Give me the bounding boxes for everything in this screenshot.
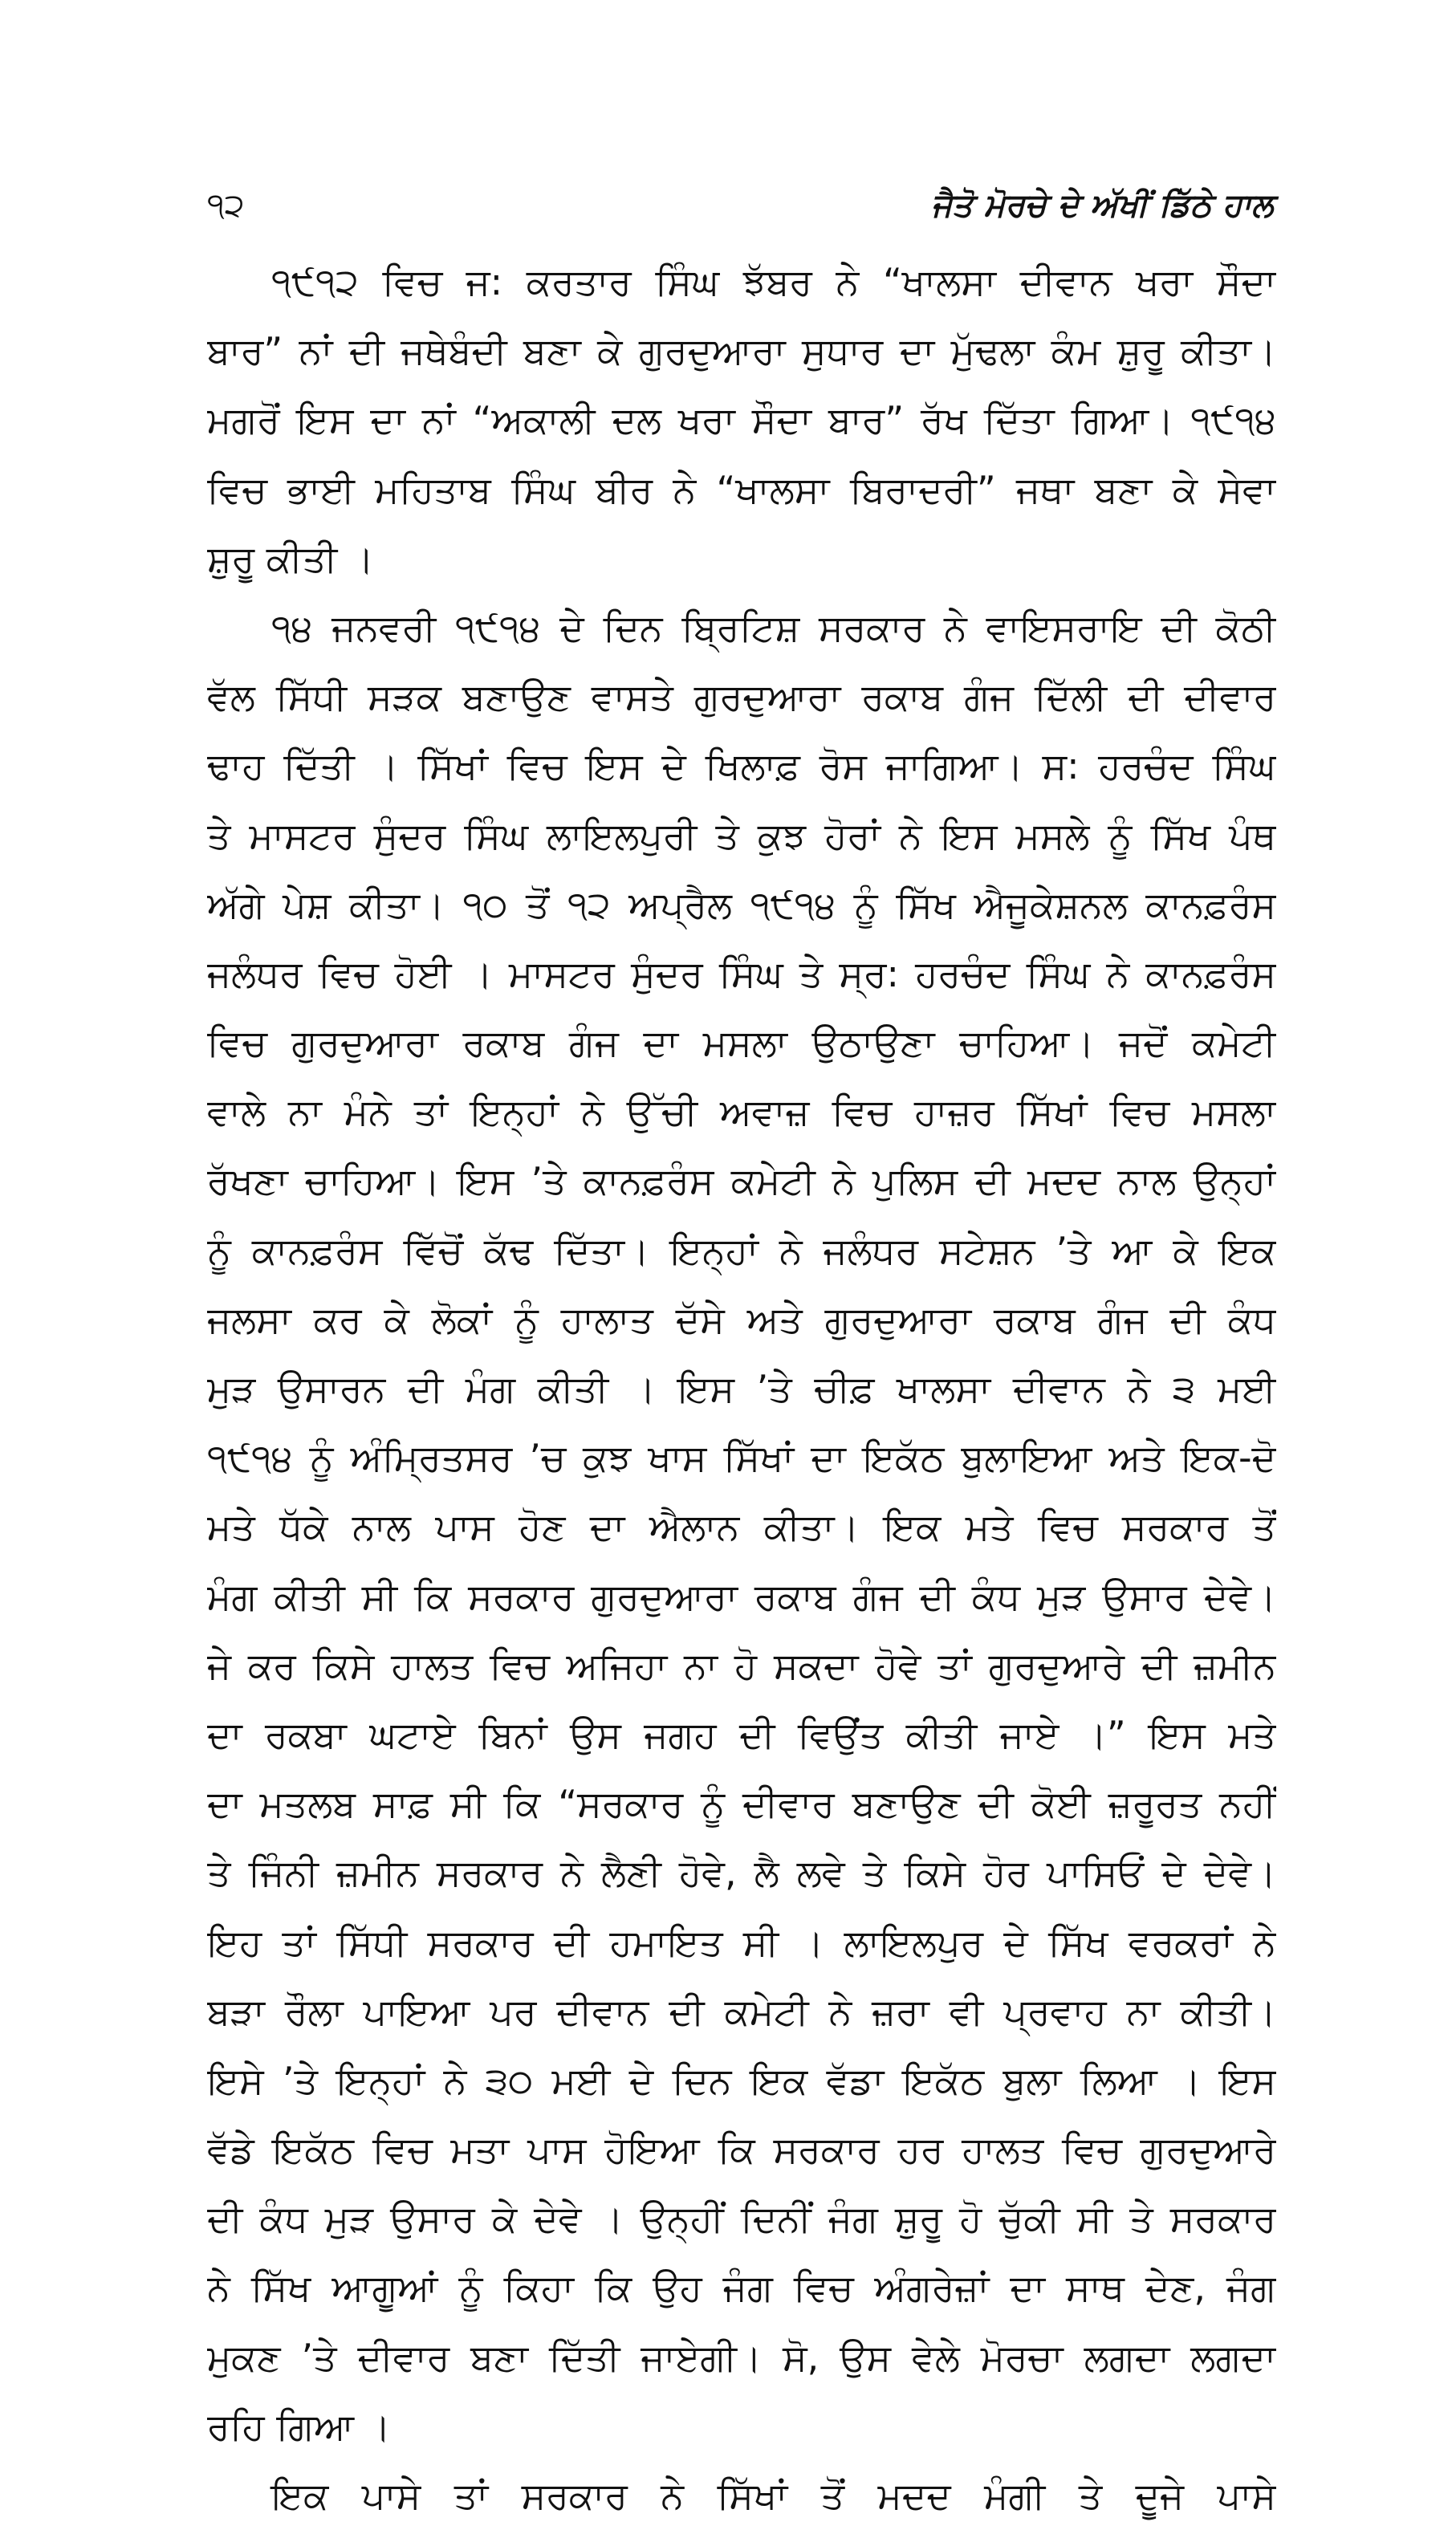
paragraph <box>207 2461 1276 2530</box>
text-line: ੧੯੧੨ ਵਿਚ ਜ: ਕਰਤਾਰ ਸਿੰਘ ਝੱਬਰ ਨੇ “ਖਾਲਸਾ ਦੀਵਾਨ ਖਰਾ ਸੌਦਾ <box>271 260 1276 303</box>
text-line: ਤੇ ਜਿੰਨੀ ਜ਼ਮੀਨ ਸਰਕਾਰ ਨੇ ਲੈਣੀ ਹੋਵੇ, ਲੈ ਲਵੇ ਤੇ ਕਿਸੇ ਹੋਰ ਪਾਸਿਓਂ ਦੇ ਦੇਵੇ। <box>207 1851 1276 1895</box>
text-line: ਦਾ ਮਤਲਬ ਸਾਫ਼ ਸੀ ਕਿ “ਸਰਕਾਰ ਨੂੰ ਦੀਵਾਰ ਬਣਾਉਣ ਦੀ ਕੋਈ ਜ਼ਰੂਰਤ ਨਹੀਂ <box>207 1782 1276 1826</box>
text-line: ੧੯੧੪ ਨੂੰ ਅੰਮ੍ਰਿਤਸਰ ’ਚ ਕੁਝ ਖਾਸ ਸਿੱਖਾਂ ਦਾ ਇਕੱਠ ਬੁਲਾਇਆ ਅਤੇ ਇਕ-ਦੋ <box>207 1436 1276 1480</box>
text-line: ਵਾਲੇ ਨਾ ਮੰਨੇ ਤਾਂ ਇਨ੍ਹਾਂ ਨੇ ਉੱਚੀ ਅਵਾਜ਼ ਵਿਚ ਹਾਜ਼ਰ ਸਿੱਖਾਂ ਵਿਚ ਮਸਲਾ <box>207 1090 1276 1134</box>
running-header: ਜੈਤੋ ਮੋਰਚੇ ਦੇ ਅੱਖੀਂ ਡਿੱਠੇ ਹਾਲ <box>931 187 1273 224</box>
text-line: ਜਲਸਾ ਕਰ ਕੇ ਲੋਕਾਂ ਨੂੰ ਹਾਲਾਤ ਦੱਸੇ ਅਤੇ ਗੁਰਦੁਆਰਾ ਰਕਾਬ ਗੰਜ ਦੀ ਕੰਧ <box>207 1297 1276 1341</box>
text-line: ਮੁੜ ਉਸਾਰਨ ਦੀ ਮੰਗ ਕੀਤੀ । ਇਸ ’ਤੇ ਚੀਫ਼ ਖਾਲਸਾ ਦੀਵਾਨ ਨੇ ੩ ਮਈ <box>207 1367 1276 1410</box>
text-line: ਇਹ ਤਾਂ ਸਿੱਧੀ ਸਰਕਾਰ ਦੀ ਹਮਾਇਤ ਸੀ । ਲਾਇਲਪੁਰ ਦੇ ਸਿੱਖ ਵਰਕਰਾਂ ਨੇ <box>207 1920 1276 1964</box>
text-line: ੧੪ ਜਨਵਰੀ ੧੯੧੪ ਦੇ ਦਿਨ ਬ੍ਰਿਟਿਸ਼ ਸਰਕਾਰ ਨੇ ਵਾਇਸਰਾਇ ਦੀ ਕੋਠੀ <box>271 605 1276 649</box>
text-line: ਨੂੰ ਕਾਨਫ਼ਰੰਸ ਵਿੱਚੋਂ ਕੱਢ ਦਿੱਤਾ। ਇਨ੍ਹਾਂ ਨੇ ਜਲੰਧਰ ਸਟੇਸ਼ਨ ’ਤੇ ਆ ਕੇ ਇਕ <box>207 1228 1276 1272</box>
text-line: ਵੱਡੇ ਇਕੱਠ ਵਿਚ ਮਤਾ ਪਾਸ ਹੋਇਆ ਕਿ ਸਰਕਾਰ ਹਰ ਹਾਲਤ ਵਿਚ ਗੁਰਦੁਆਰੇ <box>207 2128 1276 2172</box>
text-line: ਢਾਹ ਦਿੱਤੀ । ਸਿੱਖਾਂ ਵਿਚ ਇਸ ਦੇ ਖਿਲਾਫ਼ ਰੋਸ ਜਾਗਿਆ। ਸ: ਹਰਚੰਦ ਸਿੰਘ <box>207 744 1276 788</box>
text-line: ਵੱਲ ਸਿੱਧੀ ਸੜਕ ਬਣਾਉਣ ਵਾਸਤੇ ਗੁਰਦੁਆਰਾ ਰਕਾਬ ਗੰਜ ਦਿੱਲੀ ਦੀ ਦੀਵਾਰ <box>207 675 1276 719</box>
text-line: ਵਿਚ ਭਾਈ ਮਹਿਤਾਬ ਸਿੰਘ ਬੀਰ ਨੇ “ਖਾਲਸਾ ਬਿਰਾਦਰੀ” ਜਥਾ ਬਣਾ ਕੇ ਸੇਵਾ <box>207 467 1276 511</box>
text-line: ਤੇ ਮਾਸਟਰ ਸੁੰਦਰ ਸਿੰਘ ਲਾਇਲਪੁਰੀ ਤੇ ਕੁਝ ਹੋਰਾਂ ਨੇ ਇਸ ਮਸਲੇ ਨੂੰ ਸਿੱਖ ਪੰਥ <box>207 813 1276 857</box>
text-line: ਜਲੰਧਰ ਵਿਚ ਹੋਈ । ਮਾਸਟਰ ਸੁੰਦਰ ਸਿੰਘ ਤੇ ਸ੍ਰ: ਹਰਚੰਦ ਸਿੰਘ ਨੇ ਕਾਨਫ਼ਰੰਸ <box>207 951 1276 995</box>
text-line: ਬਾਰ” ਨਾਂ ਦੀ ਜਥੇਬੰਦੀ ਬਣਾ ਕੇ ਗੁਰਦੁਆਰਾ ਸੁਧਾਰ ਦਾ ਮੁੱਢਲਾ ਕੰਮ ਸ਼ੁਰੂ ਕੀਤਾ। <box>207 329 1276 373</box>
paragraph <box>207 593 1276 2461</box>
text-line: ਰੱਖਣਾ ਚਾਹਿਆ। ਇਸ ’ਤੇ ਕਾਨਫ਼ਰੰਸ ਕਮੇਟੀ ਨੇ ਪੁਲਿਸ ਦੀ ਮਦਦ ਨਾਲ ਉਨ੍ਹਾਂ <box>207 1159 1276 1203</box>
text-line: ਮੁਕਣ ’ਤੇ ਦੀਵਾਰ ਬਣਾ ਦਿੱਤੀ ਜਾਏਗੀ। ਸੋ, ਉਸ ਵੇਲੇ ਮੋਰਚਾ ਲਗਦਾ ਲਗਦਾ <box>207 2335 1276 2379</box>
paragraph <box>207 247 1276 593</box>
text-line: ਬੜਾ ਰੌਲਾ ਪਾਇਆ ਪਰ ਦੀਵਾਨ ਦੀ ਕਮੇਟੀ ਨੇ ਜ਼ਰਾ ਵੀ ਪ੍ਰਵਾਹ ਨਾ ਕੀਤੀ। <box>207 1989 1276 2033</box>
text-line: ਨੇ ਸਿੱਖ ਆਗੂਆਂ ਨੂੰ ਕਿਹਾ ਕਿ ਉਹ ਜੰਗ ਵਿਚ ਅੰਗਰੇਜ਼ਾਂ ਦਾ ਸਾਥ ਦੇਣ, ਜੰਗ <box>207 2266 1276 2310</box>
page-number: ੧੨ <box>207 187 245 224</box>
text-line: ਰਹਿ ਗਿਆ । <box>207 2404 391 2448</box>
text-line: ਵਿਚ ਗੁਰਦੁਆਰਾ ਰਕਾਬ ਗੰਜ ਦਾ ਮਸਲਾ ਉਠਾਉਣਾ ਚਾਹਿਆ। ਜਦੋਂ ਕਮੇਟੀ <box>207 1021 1276 1065</box>
text-line: ਦੀ ਕੰਧ ਮੁੜ ਉਸਾਰ ਕੇ ਦੇਵੇ । ਉਨ੍ਹੀਂ ਦਿਨੀਂ ਜੰਗ ਸ਼ੁਰੂ ਹੋ ਚੁੱਕੀ ਸੀ ਤੇ ਸਰਕਾਰ <box>207 2197 1276 2241</box>
body-text <box>207 247 1276 2530</box>
text-line: ਅੱਗੇ ਪੇਸ਼ ਕੀਤਾ। ੧੦ ਤੋਂ ੧੨ ਅਪ੍ਰੈਲ ੧੯੧੪ ਨੂੰ ਸਿੱਖ ਐਜੂਕੇਸ਼ਨਲ ਕਾਨਫ਼ਰੰਸ <box>207 882 1276 926</box>
text-line: ਇਸੇ ’ਤੇ ਇਨ੍ਹਾਂ ਨੇ ੩੦ ਮਈ ਦੇ ਦਿਨ ਇਕ ਵੱਡਾ ਇਕੱਠ ਬੁਲਾ ਲਿਆ । ਇਸ <box>207 2058 1276 2102</box>
text-line: ਦਾ ਰਕਬਾ ਘਟਾਏ ਬਿਨਾਂ ਉਸ ਜਗਹ ਦੀ ਵਿਉਂਤ ਕੀਤੀ ਜਾਏ ।” ਇਸ ਮਤੇ <box>207 1712 1276 1756</box>
text-line: ਮਗਰੋਂ ਇਸ ਦਾ ਨਾਂ “ਅਕਾਲੀ ਦਲ ਖਰਾ ਸੌਦਾ ਬਾਰ” ਰੱਖ ਦਿੱਤਾ ਗਿਆ। ੧੯੧੪ <box>207 398 1276 442</box>
text-line: ਮੰਗ ਕੀਤੀ ਸੀ ਕਿ ਸਰਕਾਰ ਗੁਰਦੁਆਰਾ ਰਕਾਬ ਗੰਜ ਦੀ ਕੰਧ ਮੁੜ ਉਸਾਰ ਦੇਵੇ। <box>207 1574 1276 1618</box>
text-line: ਇਕ ਪਾਸੇ ਤਾਂ ਸਰਕਾਰ ਨੇ ਸਿੱਖਾਂ ਤੋਂ ਮਦਦ ਮੰਗੀ ਤੇ ਦੂਜੇ ਪਾਸੇ <box>271 2474 1276 2517</box>
text-line: ਸ਼ੁਰੂ ਕੀਤੀ । <box>207 536 374 580</box>
text-line: ਜੇ ਕਰ ਕਿਸੇ ਹਾਲਤ ਵਿਚ ਅਜਿਹਾ ਨਾ ਹੋ ਸਕਦਾ ਹੋਵੇ ਤਾਂ ਗੁਰਦੁਆਰੇ ਦੀ ਜ਼ਮੀਨ <box>207 1643 1276 1687</box>
text-line: ਮਤੇ ਧੱਕੇ ਨਾਲ ਪਾਸ ਹੋਣ ਦਾ ਐਲਾਨ ਕੀਤਾ। ਇਕ ਮਤੇ ਵਿਚ ਸਰਕਾਰ ਤੋਂ <box>207 1505 1276 1549</box>
